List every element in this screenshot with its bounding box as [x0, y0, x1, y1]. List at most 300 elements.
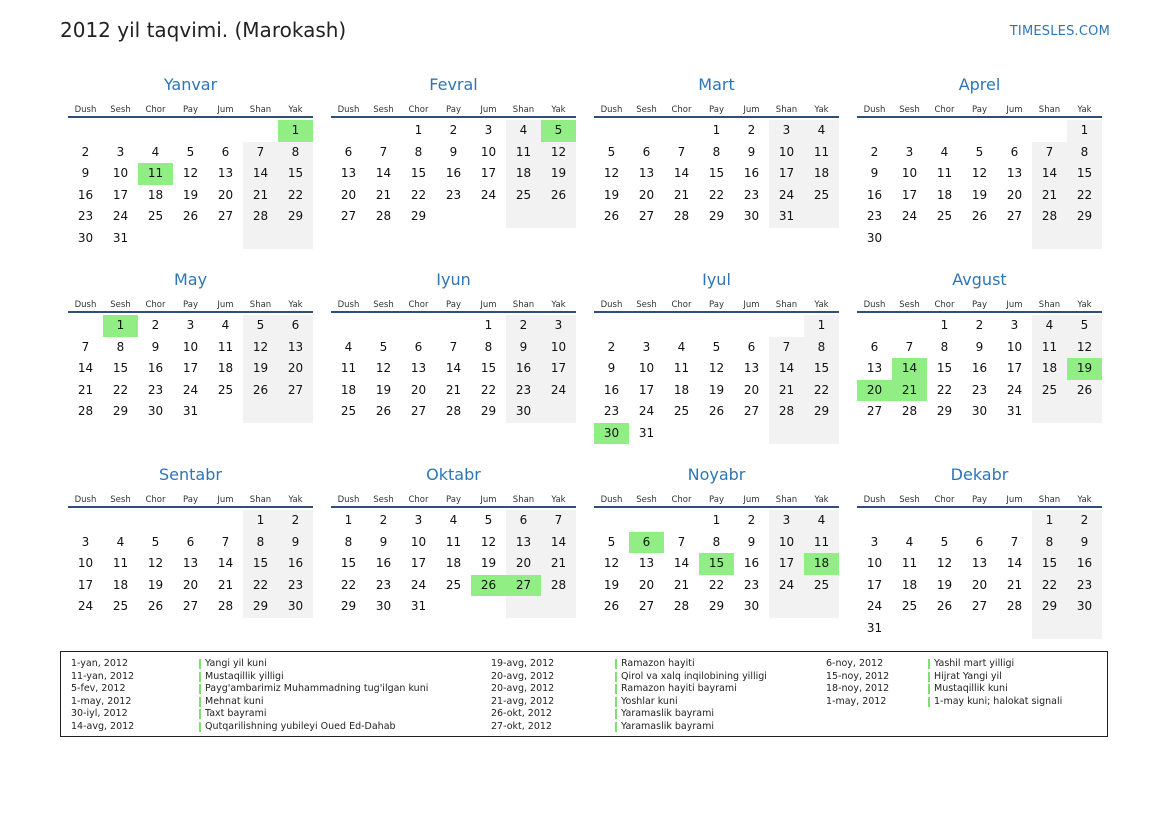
day-cell: 3	[769, 510, 804, 532]
empty-cell	[541, 401, 576, 423]
day-cell: 7	[541, 510, 576, 532]
day-cell: 1	[712, 123, 721, 137]
day-cell: 12	[182, 166, 199, 180]
day-cell: 8	[712, 534, 721, 549]
weekday-label: Sesh	[899, 495, 920, 505]
empty-cell	[892, 228, 927, 250]
day-cell: 7	[1032, 142, 1067, 164]
weekday-label: Pay	[446, 300, 461, 310]
day-cell: 27	[278, 380, 313, 402]
day-cell: 4	[804, 120, 839, 142]
empty-cell	[664, 510, 699, 532]
weekday-label: Dush	[863, 105, 886, 115]
day-cell: 20	[743, 382, 760, 397]
day-cell: 6	[642, 144, 651, 159]
empty-cell	[962, 120, 997, 142]
weekday-label: Shan	[775, 300, 798, 310]
day-cell: 23	[147, 382, 164, 397]
weekday-label: Pay	[183, 300, 198, 310]
day-cell: 15	[708, 166, 725, 180]
weekday-label: Sesh	[110, 105, 131, 115]
month-iyun	[331, 269, 576, 464]
weekday-label: Dush	[337, 300, 360, 310]
day-cell: 10	[77, 556, 94, 570]
day-cell: 31	[769, 206, 804, 228]
weekday-label: Jum	[480, 495, 497, 505]
day-cell: 20	[1006, 187, 1023, 202]
legend-holiday-name: Ramazon hayiti	[615, 658, 767, 671]
empty-cell	[594, 315, 629, 337]
weekday-label: Dush	[863, 495, 886, 505]
day-cell: 23	[1067, 575, 1102, 597]
day-cell: 1	[712, 513, 721, 527]
day-cell: 19	[603, 577, 620, 592]
day-cell: 4	[116, 534, 125, 549]
day-cell: 4	[677, 339, 686, 354]
day-cell: 25	[506, 185, 541, 207]
day-cell: 10	[866, 556, 883, 570]
day-cell: 26	[375, 404, 392, 418]
day-cell: 19	[480, 556, 497, 570]
weekday-label: Jum	[1006, 495, 1023, 505]
day-cell: 27	[182, 599, 199, 613]
legend-date: 14-avg, 2012	[71, 720, 135, 732]
day-cell: 12	[603, 166, 620, 180]
weekday-label: Jum	[743, 495, 760, 505]
day-cell: 17	[1006, 361, 1023, 375]
day-cell: 20	[638, 577, 655, 592]
day-cell: 21	[1006, 577, 1023, 592]
weekday-header	[68, 488, 313, 508]
day-cell: 15	[340, 556, 357, 570]
day-cell: 18	[506, 163, 541, 185]
day-cell: 1	[1032, 510, 1067, 532]
day-cell: 31	[638, 425, 655, 440]
day-cell: 19	[243, 358, 278, 380]
empty-cell	[103, 120, 138, 142]
day-cell: 30	[971, 404, 988, 418]
weekday-label: Jum	[743, 105, 760, 115]
empty-cell	[68, 315, 103, 337]
day-cell: 17	[541, 358, 576, 380]
day-cell: 29	[1032, 596, 1067, 618]
empty-cell	[243, 228, 278, 250]
empty-cell	[927, 120, 962, 142]
day-cell: 13	[340, 166, 357, 180]
day-cell: 16	[1067, 553, 1102, 575]
day-cell: 15	[112, 361, 129, 375]
day-cell: 5	[186, 144, 195, 159]
day-cell: 22	[1067, 185, 1102, 207]
day-cell: 18	[673, 382, 690, 397]
day-cell: 18	[1032, 358, 1067, 380]
day-cell: 24	[182, 382, 199, 397]
legend-holiday-name: Yaramaslik bayrami	[615, 721, 767, 734]
empty-cell	[68, 120, 103, 142]
days-grid	[68, 510, 313, 618]
weekday-label: Shan	[249, 105, 272, 115]
weekday-label: Pay	[709, 300, 724, 310]
month-avgust	[857, 269, 1102, 464]
day-cell: 7	[677, 144, 686, 159]
day-cell: 9	[278, 532, 313, 554]
day-cell: 4	[449, 513, 458, 527]
empty-cell	[997, 120, 1032, 142]
legend-holiday-name: Mehnat kuni	[199, 696, 428, 709]
day-cell: 1	[940, 318, 949, 332]
day-cell: 21	[1032, 185, 1067, 207]
day-cell: 3	[642, 339, 651, 354]
legend-holiday-name: Qirol va xalq inqilobining yilligi	[615, 671, 767, 684]
legend-holiday-name: Ramazon hayiti bayrami	[615, 683, 767, 696]
day-cell: 12	[243, 337, 278, 359]
day-cell: 28	[1006, 599, 1023, 613]
empty-cell	[138, 228, 173, 250]
day-cell: 6	[1010, 144, 1019, 159]
day-cell: 20	[506, 553, 541, 575]
day-cell: 24	[769, 185, 804, 207]
day-cell: 28	[243, 206, 278, 228]
day-cell: 23	[278, 575, 313, 597]
day-cell: 3	[769, 120, 804, 142]
day-cell: 1	[804, 315, 839, 337]
holiday-day-cell: 27	[506, 575, 541, 597]
empty-cell	[857, 120, 892, 142]
days-grid	[857, 510, 1102, 639]
day-cell: 20	[638, 187, 655, 202]
day-cell: 5	[712, 339, 721, 354]
weekday-label: Jum	[217, 105, 234, 115]
weekday-header	[594, 98, 839, 118]
day-cell: 13	[743, 361, 760, 375]
day-cell: 22	[1032, 575, 1067, 597]
weekday-label: Yak	[288, 105, 303, 115]
day-cell: 27	[638, 599, 655, 613]
day-cell: 14	[1032, 163, 1067, 185]
weekday-header	[857, 488, 1102, 508]
legend-date: 6-noy, 2012	[826, 658, 884, 669]
day-cell: 24	[541, 380, 576, 402]
day-cell: 13	[971, 556, 988, 570]
day-cell: 5	[607, 144, 616, 159]
day-cell: 14	[673, 166, 690, 180]
legend-dates-column	[491, 658, 554, 734]
day-cell: 16	[445, 166, 462, 180]
empty-cell	[892, 510, 927, 532]
day-cell: 25	[901, 599, 918, 613]
day-cell: 17	[410, 556, 427, 570]
day-cell: 30	[506, 401, 541, 423]
day-cell: 27	[866, 404, 883, 418]
empty-cell	[331, 120, 366, 142]
legend-date: 19-avg, 2012	[491, 658, 555, 669]
holiday-day-cell: 19	[1067, 358, 1102, 380]
day-cell: 29	[410, 209, 427, 223]
day-cell: 22	[708, 577, 725, 592]
weekday-label: Chor	[671, 105, 692, 115]
days-grid	[68, 120, 313, 249]
day-cell: 2	[449, 123, 458, 137]
day-cell: 30	[866, 230, 883, 245]
day-cell: 30	[743, 599, 760, 613]
month-name: Noyabr	[687, 465, 746, 484]
day-cell: 5	[940, 534, 949, 549]
weekday-label: Chor	[408, 105, 429, 115]
day-cell: 9	[449, 144, 458, 159]
day-cell: 3	[81, 534, 90, 549]
day-cell: 16	[743, 556, 760, 570]
legend-holiday-name: Mustaqillik kuni	[928, 683, 1062, 696]
day-cell: 25	[936, 209, 953, 223]
month-aprel	[857, 74, 1102, 269]
day-cell: 27	[217, 209, 234, 223]
day-cell: 14	[445, 361, 462, 375]
day-cell: 8	[278, 142, 313, 164]
day-cell: 10	[410, 534, 427, 549]
day-cell: 11	[673, 361, 690, 375]
day-cell: 28	[673, 209, 690, 223]
day-cell: 17	[769, 553, 804, 575]
weekday-label: Dush	[74, 105, 97, 115]
month-name: Mart	[698, 75, 735, 94]
weekday-label: Yak	[551, 495, 566, 505]
day-cell: 26	[603, 599, 620, 613]
brand-link[interactable]: TIMESLES.COM	[1009, 24, 1110, 39]
day-cell: 28	[1032, 206, 1067, 228]
day-cell: 7	[379, 144, 388, 159]
empty-cell	[68, 510, 103, 532]
empty-cell	[173, 120, 208, 142]
day-cell: 14	[243, 163, 278, 185]
day-cell: 19	[708, 382, 725, 397]
weekday-label: Dush	[600, 105, 623, 115]
day-cell: 2	[379, 513, 388, 527]
empty-cell	[927, 510, 962, 532]
day-cell: 25	[147, 209, 164, 223]
empty-cell	[699, 315, 734, 337]
day-cell: 13	[866, 361, 883, 375]
day-cell: 2	[1067, 510, 1102, 532]
month-name: Dekabr	[950, 465, 1009, 484]
weekday-label: Shan	[249, 300, 272, 310]
weekday-header	[857, 98, 1102, 118]
empty-cell	[664, 120, 699, 142]
weekday-label: Pay	[709, 105, 724, 115]
day-cell: 18	[217, 361, 234, 375]
empty-cell	[331, 315, 366, 337]
legend-holiday-name: 1-may kuni; halokat signali	[928, 696, 1062, 709]
empty-cell	[541, 596, 576, 618]
days-grid	[594, 315, 839, 444]
holiday-day-cell: 14	[892, 358, 927, 380]
day-cell: 16	[278, 553, 313, 575]
weekday-label: Yak	[1077, 300, 1092, 310]
weekday-label: Jum	[1006, 300, 1023, 310]
day-cell: 19	[541, 163, 576, 185]
empty-cell	[629, 120, 664, 142]
day-cell: 6	[747, 339, 756, 354]
day-cell: 26	[541, 185, 576, 207]
weekday-header	[68, 293, 313, 313]
weekday-header	[331, 293, 576, 313]
weekday-header	[594, 488, 839, 508]
empty-cell	[734, 315, 769, 337]
day-cell: 9	[747, 534, 756, 549]
day-cell: 16	[147, 361, 164, 375]
day-cell: 5	[1067, 315, 1102, 337]
legend-date: 21-avg, 2012	[491, 695, 555, 707]
legend-names-column	[199, 658, 428, 734]
legend-date: 18-noy, 2012	[826, 683, 890, 695]
day-cell: 19	[147, 577, 164, 592]
weekday-label: Shan	[1038, 495, 1061, 505]
empty-cell	[436, 315, 471, 337]
day-cell: 19	[182, 187, 199, 202]
empty-cell	[594, 120, 629, 142]
day-cell: 20	[217, 187, 234, 202]
day-cell: 21	[673, 187, 690, 202]
day-cell: 23	[77, 209, 94, 223]
weekday-label: Sesh	[373, 495, 394, 505]
day-cell: 8	[484, 339, 493, 354]
weekday-label: Yak	[1077, 495, 1092, 505]
weekday-label: Pay	[446, 495, 461, 505]
legend-date: 1-may, 2012	[826, 695, 887, 707]
weekday-header	[331, 488, 576, 508]
day-cell: 22	[243, 575, 278, 597]
month-iyul	[594, 269, 839, 464]
weekday-label: Sesh	[636, 300, 657, 310]
weekday-label: Pay	[183, 495, 198, 505]
holiday-day-cell: 1	[278, 120, 313, 142]
day-cell: 29	[1067, 206, 1102, 228]
day-cell: 19	[971, 187, 988, 202]
weekday-label: Dush	[863, 300, 886, 310]
day-cell: 8	[116, 339, 125, 354]
day-cell: 7	[221, 534, 230, 549]
day-cell: 27	[1006, 209, 1023, 223]
day-cell: 28	[217, 599, 234, 613]
weekday-label: Chor	[145, 495, 166, 505]
empty-cell	[769, 423, 804, 445]
days-grid	[857, 120, 1102, 249]
days-grid	[331, 120, 576, 228]
weekday-label: Dush	[600, 495, 623, 505]
legend-holiday-name: Mustaqillik yilligi	[199, 671, 428, 684]
empty-cell	[208, 401, 243, 423]
weekday-label: Sesh	[373, 105, 394, 115]
day-cell: 18	[804, 163, 839, 185]
weekday-label: Jum	[480, 105, 497, 115]
day-cell: 12	[541, 142, 576, 164]
day-cell: 21	[375, 187, 392, 202]
day-cell: 6	[414, 339, 423, 354]
day-cell: 27	[410, 404, 427, 418]
holiday-day-cell: 21	[892, 380, 927, 402]
day-cell: 23	[506, 380, 541, 402]
day-cell: 13	[278, 337, 313, 359]
weekday-label: Shan	[512, 300, 535, 310]
legend-date: 20-avg, 2012	[491, 683, 555, 695]
day-cell: 17	[77, 577, 94, 592]
month-name: Yanvar	[163, 75, 218, 94]
empty-cell	[892, 618, 927, 640]
legend-date: 27-okt, 2012	[491, 720, 552, 732]
day-cell: 13	[410, 361, 427, 375]
day-cell: 17	[638, 382, 655, 397]
empty-cell	[436, 596, 471, 618]
empty-cell	[857, 510, 892, 532]
day-cell: 16	[77, 187, 94, 202]
day-cell: 14	[77, 361, 94, 375]
day-cell: 24	[112, 209, 129, 223]
day-cell: 2	[278, 510, 313, 532]
day-cell: 11	[112, 556, 129, 570]
day-cell: 30	[375, 599, 392, 613]
day-cell: 20	[340, 187, 357, 202]
day-cell: 11	[217, 339, 234, 354]
empty-cell	[699, 423, 734, 445]
day-cell: 14	[217, 556, 234, 570]
legend-dates-column	[826, 658, 889, 708]
empty-cell	[173, 228, 208, 250]
day-cell: 15	[243, 553, 278, 575]
day-cell: 21	[243, 185, 278, 207]
legend-names-column	[928, 658, 1062, 708]
weekday-label: Dush	[337, 105, 360, 115]
legend-date: 11-yan, 2012	[71, 670, 135, 682]
holiday-day-cell: 15	[699, 553, 734, 575]
holiday-day-cell: 30	[594, 423, 629, 445]
weekday-label: Yak	[814, 300, 829, 310]
day-cell: 23	[743, 187, 760, 202]
day-cell: 14	[541, 532, 576, 554]
day-cell: 5	[484, 513, 493, 527]
weekday-label: Chor	[934, 105, 955, 115]
day-cell: 8	[1067, 142, 1102, 164]
weekday-label: Sesh	[636, 105, 657, 115]
day-cell: 6	[870, 339, 879, 354]
weekday-header	[594, 293, 839, 313]
day-cell: 28	[445, 404, 462, 418]
holiday-day-cell: 20	[857, 380, 892, 402]
day-cell: 6	[221, 144, 230, 159]
day-cell: 28	[769, 401, 804, 423]
weekday-header	[331, 98, 576, 118]
day-cell: 10	[182, 339, 199, 354]
legend-names-column	[615, 658, 767, 734]
legend-holiday-name: Taxt bayrami	[199, 708, 428, 721]
legend-date: 15-noy, 2012	[826, 670, 890, 682]
day-cell: 12	[708, 361, 725, 375]
empty-cell	[664, 315, 699, 337]
empty-cell	[857, 315, 892, 337]
empty-cell	[138, 510, 173, 532]
day-cell: 9	[1067, 532, 1102, 554]
weekday-label: Shan	[249, 495, 272, 505]
day-cell: 12	[375, 361, 392, 375]
day-cell: 4	[151, 144, 160, 159]
weekday-label: Chor	[145, 300, 166, 310]
month-fevral	[331, 74, 576, 269]
weekday-label: Shan	[1038, 105, 1061, 115]
weekday-label: Yak	[814, 495, 829, 505]
weekday-label: Jum	[217, 300, 234, 310]
day-cell: 15	[804, 358, 839, 380]
day-cell: 29	[480, 404, 497, 418]
day-cell: 21	[541, 553, 576, 575]
day-cell: 28	[541, 575, 576, 597]
